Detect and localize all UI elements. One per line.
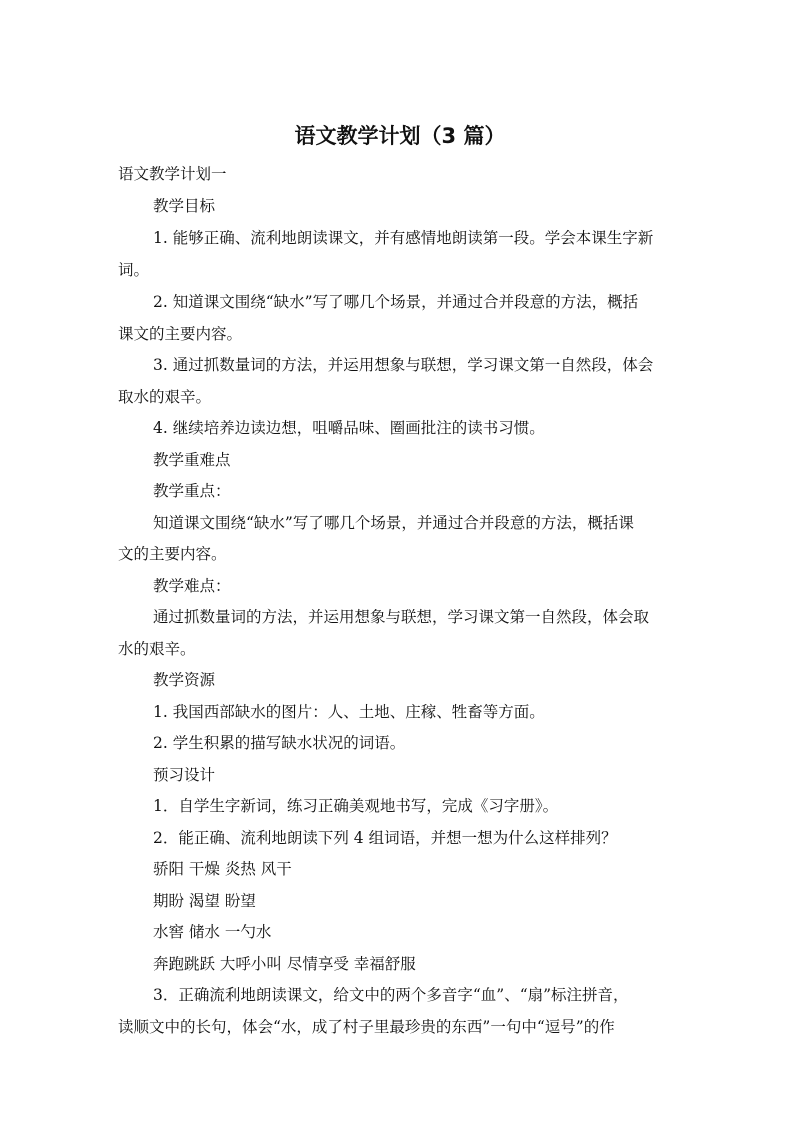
list-item: 2. 学生积累的描写缺水状况的词语。 [153,734,406,752]
word-group: 奔跑跳跃 大呼小叫 尽情享受 幸福舒服 [153,955,416,973]
paragraph-line: 2. 知道课文围绕“缺水”写了哪几个场景，并通过合并段意的方法，概括 [153,293,639,311]
list-item: 2．能正确、流利地朗读下列 4 组词语，并想一想为什么这样排列？ [153,829,617,847]
word-group: 期盼 渴望 盼望 [153,892,256,910]
subheading: 教学重点： [153,482,231,500]
section-heading: 语文教学计划一 [118,165,227,183]
subheading: 教学资源 [153,671,216,689]
paragraph-line: 3. 通过抓数量词的方法，并运用想象与联想，学习课文第一自然段，体会 [153,356,654,374]
list-item: 1．自学生字新词，练习正确美观地书写，完成《习字册》。 [153,797,559,815]
paragraph-line: 读顺文中的长句，体会“水，成了村子里最珍贵的东西”一句中“逗号”的作 [118,1018,615,1036]
paragraph-line: 词。 [118,261,150,279]
paragraph-line: 课文的主要内容。 [118,325,243,343]
subheading: 预习设计 [153,766,216,784]
word-group: 水窖 储水 一勺水 [153,923,272,941]
list-item: 3．正确流利地朗读课文，给文中的两个多音字“血”、“扇”标注拼音， [153,986,629,1004]
paragraph-line: 文的主要内容。 [118,545,227,563]
paragraph-line: 水的艰辛。 [118,640,196,658]
list-item: 1. 我国西部缺水的图片：人、土地、庄稼、牲畜等方面。 [153,703,545,721]
paragraph-line: 4. 继续培养边读边想，咀嚼品味、圈画批注的读书习惯。 [153,419,545,437]
paragraph-line: 知道课文围绕“缺水”写了哪几个场景，并通过合并段意的方法，概括课 [153,514,634,532]
word-group: 骄阳 干燥 炎热 风干 [153,860,292,878]
paragraph-line: 1. 能够正确、流利地朗读课文，并有感情地朗读第一段。学会本课生字新 [153,229,654,247]
paragraph-line: 通过抓数量词的方法，并运用想象与联想，学习课文第一自然段，体会取 [153,608,650,626]
document-title: 语文教学计划（3 篇） [294,124,506,148]
paragraph-line: 取水的艰辛。 [118,388,212,406]
subheading: 教学重难点 [153,451,231,469]
subheading: 教学难点： [153,577,231,595]
subheading: 教学目标 [153,197,216,215]
